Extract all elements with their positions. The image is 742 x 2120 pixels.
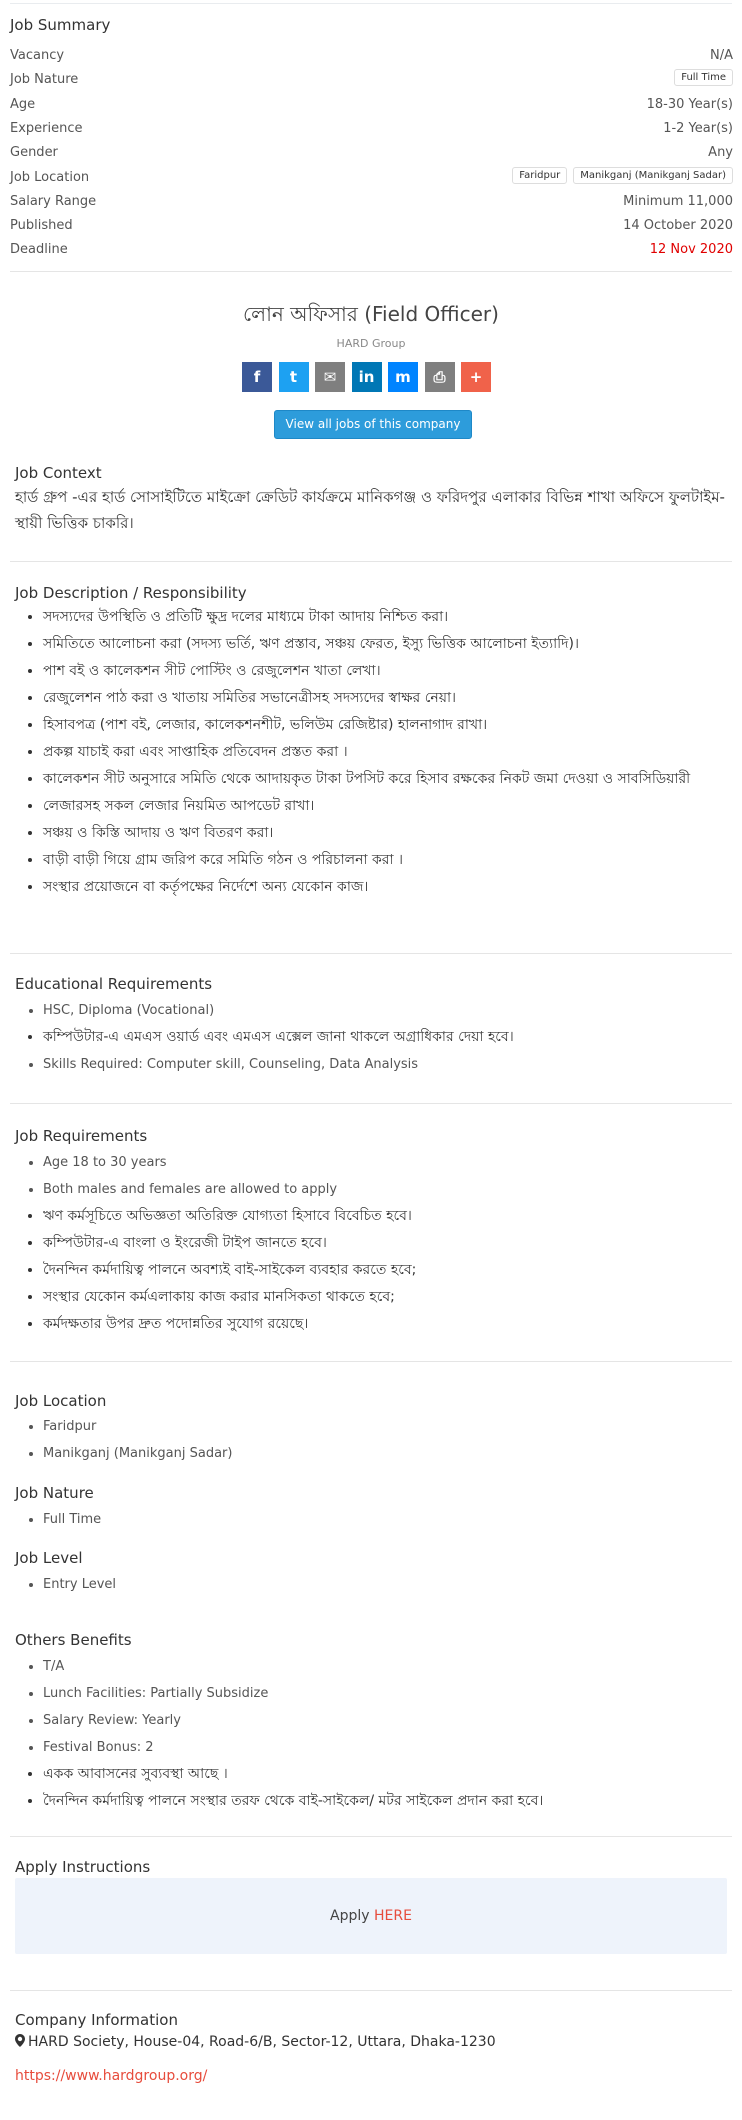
apply-instructions-title: Apply Instructions: [15, 1858, 151, 1876]
job-level-list: [15, 1575, 742, 1602]
messenger-icon[interactable]: m: [388, 362, 418, 392]
section-divider: [10, 1103, 732, 1104]
view-all-jobs-button[interactable]: View all jobs of this company: [274, 410, 472, 439]
job-location-title: Job Location: [15, 1392, 107, 1410]
list-item: • Festival Bonus: 2: [43, 1738, 742, 1757]
summary-value: Any: [708, 145, 733, 161]
section-divider: [10, 1836, 732, 1837]
list-item: • সমিতিতে আলোচনা করা (সদস্য ভর্তি, ঋণ প্রস্তাব, সঞ্চয় ফেরত, ইস্যু ভিত্তিক আলোচনা ইত্যাদি)।: [43, 635, 742, 654]
job-title-english: (Field Officer): [364, 302, 499, 326]
responsibility-list: [15, 608, 742, 905]
company-information-title: Company Information: [15, 2011, 178, 2029]
summary-label: Deadline: [10, 242, 68, 258]
job-nature-title: Job Nature: [15, 1484, 94, 1502]
apply-box: [15, 1878, 727, 1954]
section-divider: [10, 561, 732, 562]
summary-value: Minimum 11,000: [623, 193, 733, 209]
list-item: • Both males and females are allowed to apply: [43, 1180, 742, 1199]
summary-value: 12 Nov 2020: [649, 242, 733, 258]
summary-badge: Manikganj (Manikganj Sadar): [573, 167, 733, 184]
map-marker-icon: [15, 2034, 25, 2047]
summary-row: [10, 141, 733, 165]
list-item: • সংস্থার যেকোন কর্মএলাকায় কাজ করার মানসিকতা থাকতে হবে;: [43, 1288, 742, 1307]
list-item: • প্রকল্প যাচাই করা এবং সাপ্তাহিক প্রতিবেদন প্রস্তত করা ।: [43, 743, 742, 762]
list-item: • ঋণ কর্মসূচিতে অভিজ্ঞতা অতিরিক্ত যোগ্যতা হিসাবে বিবেচিত হবে।: [43, 1207, 742, 1226]
summary-value: 18-30 Year(s): [646, 96, 733, 112]
summary-badges: [668, 69, 733, 86]
list-item: • Faridpur: [43, 1417, 742, 1436]
list-item: • সংস্থার প্রয়োজনে বা কর্তৃপক্ষের নির্দেশে অন্য যেকোন কাজ।: [43, 878, 742, 897]
job-summary-title: Job Summary: [10, 16, 111, 34]
summary-divider: [10, 271, 732, 272]
list-item: • বাড়ী বাড়ী গিয়ে গ্রাম জরিপ করে সমিতি গঠন ও পরিচালনা করা ।: [43, 851, 742, 870]
summary-badge: Faridpur: [512, 167, 567, 184]
section-divider: [10, 1990, 732, 1991]
list-item: • পাশ বই ও কালেকশন সীট পোস্টিং ও রেজুলেশন খাতা লেখা।: [43, 662, 742, 681]
list-item: • সদস্যদের উপস্থিতি ও প্রতিটি ক্ষুদ্র দলের মাধ্যমে টাকা আদায় নিশ্চিত করা।: [43, 608, 742, 627]
list-item: • কম্পিউটার-এ বাংলা ও ইংরেজী টাইপ জানতে হবে।: [43, 1234, 742, 1253]
list-item: • রেজুলেশন পাঠ করা ও খাতায় সমিতির সভানেত্রীসহ সদস্যদের স্বাক্ষর নেয়া।: [43, 689, 742, 708]
job-context-title: Job Context: [15, 464, 102, 482]
linkedin-icon[interactable]: in: [352, 362, 382, 392]
list-item: • দৈনন্দিন কর্মদায়িত্ব পালনে সংস্থার তরফ থেকে বাই-সাইকেল/ মটর সাইকেল প্রদান করা হবে।: [43, 1792, 742, 1811]
education-title: Educational Requirements: [15, 975, 213, 993]
job-nature-list: [15, 1510, 742, 1537]
list-item: • দৈনন্দিন কর্মদায়িত্ব পালনে অবশ্যই বাই-সাইকেল ব্যবহার করতে হবে;: [43, 1261, 742, 1280]
print-icon[interactable]: ⎙: [425, 362, 455, 392]
summary-label: Salary Range: [10, 193, 97, 209]
list-item: • HSC, Diploma (Vocational): [43, 1001, 742, 1020]
job-location-list: [15, 1417, 742, 1471]
summary-label: Gender: [10, 145, 58, 161]
list-item: • একক আবাসনের সুব্যবস্থা আছে ।: [43, 1765, 742, 1784]
summary-label: Age: [10, 96, 36, 112]
company-website-link[interactable]: https://www.hardgroup.org/: [15, 2068, 208, 2084]
summary-label: Job Location: [10, 169, 90, 185]
summary-label: Job Nature: [10, 72, 79, 88]
responsibility-title: Job Description / Responsibility: [15, 584, 247, 602]
list-item: • Full Time: [43, 1510, 742, 1529]
summary-row: [10, 238, 733, 262]
top-divider: [10, 3, 732, 4]
summary-badge: Full Time: [674, 69, 733, 86]
summary-value: N/A: [710, 48, 733, 63]
company-address-text: HARD Society, House-04, Road-6/B, Sector-12, Uttara, Dhaka-1230: [28, 2034, 496, 2050]
company-name: HARD Group: [336, 337, 406, 350]
education-list: [15, 1001, 742, 1082]
job-title-bangla: লোন অফিসার: [243, 302, 358, 326]
apply-text: Apply: [330, 1908, 370, 1924]
list-item: • Lunch Facilities: Partially Subsidize: [43, 1684, 742, 1703]
list-item: • Age 18 to 30 years: [43, 1153, 742, 1172]
list-item: • কালেকশন সীট অনুসারে সমিতি থেকে আদায়কৃত টাকা টপসিট করে হিসাব রক্ষকের নিকট জমা দেওয়া ও সাবসিডিয়ারী: [43, 770, 742, 789]
list-item: • Manikganj (Manikganj Sadar): [43, 1444, 742, 1463]
facebook-icon[interactable]: f: [242, 362, 272, 392]
job-requirements-title: Job Requirements: [15, 1127, 148, 1145]
summary-row: [10, 190, 733, 214]
summary-row: [10, 44, 733, 68]
summary-value: 14 October 2020: [623, 218, 733, 234]
company-address: [15, 2034, 496, 2050]
list-item: • T/A: [43, 1657, 742, 1676]
list-item: • লেজারসহ সকল লেজার নিয়মিত আপডেট রাখা।: [43, 797, 742, 816]
list-item: • Salary Review: Yearly: [43, 1711, 742, 1730]
job-title: [0, 300, 742, 333]
list-item: • Entry Level: [43, 1575, 742, 1594]
summary-label: Published: [10, 218, 73, 234]
section-divider: [10, 1361, 732, 1362]
summary-label: Experience: [10, 120, 83, 136]
apply-here-link[interactable]: HERE: [374, 1908, 412, 1924]
section-divider: [10, 953, 732, 954]
summary-row: [10, 68, 733, 92]
summary-badges: [506, 167, 733, 184]
list-item: • কম্পিউটার-এ এমএস ওয়ার্ড এবং এমএস এক্সেল জানা থাকলে অগ্রাধিকার দেয়া হবে।: [43, 1028, 742, 1047]
benefits-title: Others Benefits: [15, 1631, 132, 1649]
job-context-text: হার্ড গ্রুপ -এর হার্ড সোসাইটিতে মাইক্রো ক্রেডিট কার্যক্রমে মানিকগঞ্জ ও ফরিদপুর এলাকার বিভিন্ন শাখা অফিসে ফুলটাইম- স্থায়ী ভিত্তিক চাকরি।: [15, 488, 725, 532]
twitter-icon[interactable]: t: [279, 362, 309, 392]
summary-row: [10, 117, 733, 141]
summary-row: [10, 166, 733, 190]
email-icon[interactable]: ✉: [315, 362, 345, 392]
summary-value: 1-2 Year(s): [663, 120, 733, 136]
summary-row: [10, 93, 733, 117]
list-item: • হিসাবপত্র (পাশ বই, লেজার, কালেকশনশীট, ভলিউম রেজিষ্টার) হালনাগাদ রাখা।: [43, 716, 742, 735]
job-requirements-list: [15, 1153, 742, 1342]
list-item: • সঞ্চয় ও কিস্তি আদায় ও ঋণ বিতরণ করা।: [43, 824, 742, 843]
list-item: • কর্মদক্ষতার উপর দ্রুত পদোন্নতির সুযোগ রয়েছে।: [43, 1315, 742, 1334]
more-icon[interactable]: +: [461, 362, 491, 392]
summary-row: [10, 214, 733, 238]
benefits-list: [15, 1657, 742, 1819]
job-level-title: Job Level: [15, 1549, 83, 1567]
summary-label: Vacancy: [10, 48, 65, 63]
list-item: • Skills Required: Computer skill, Counseling, Data Analysis: [43, 1055, 742, 1074]
